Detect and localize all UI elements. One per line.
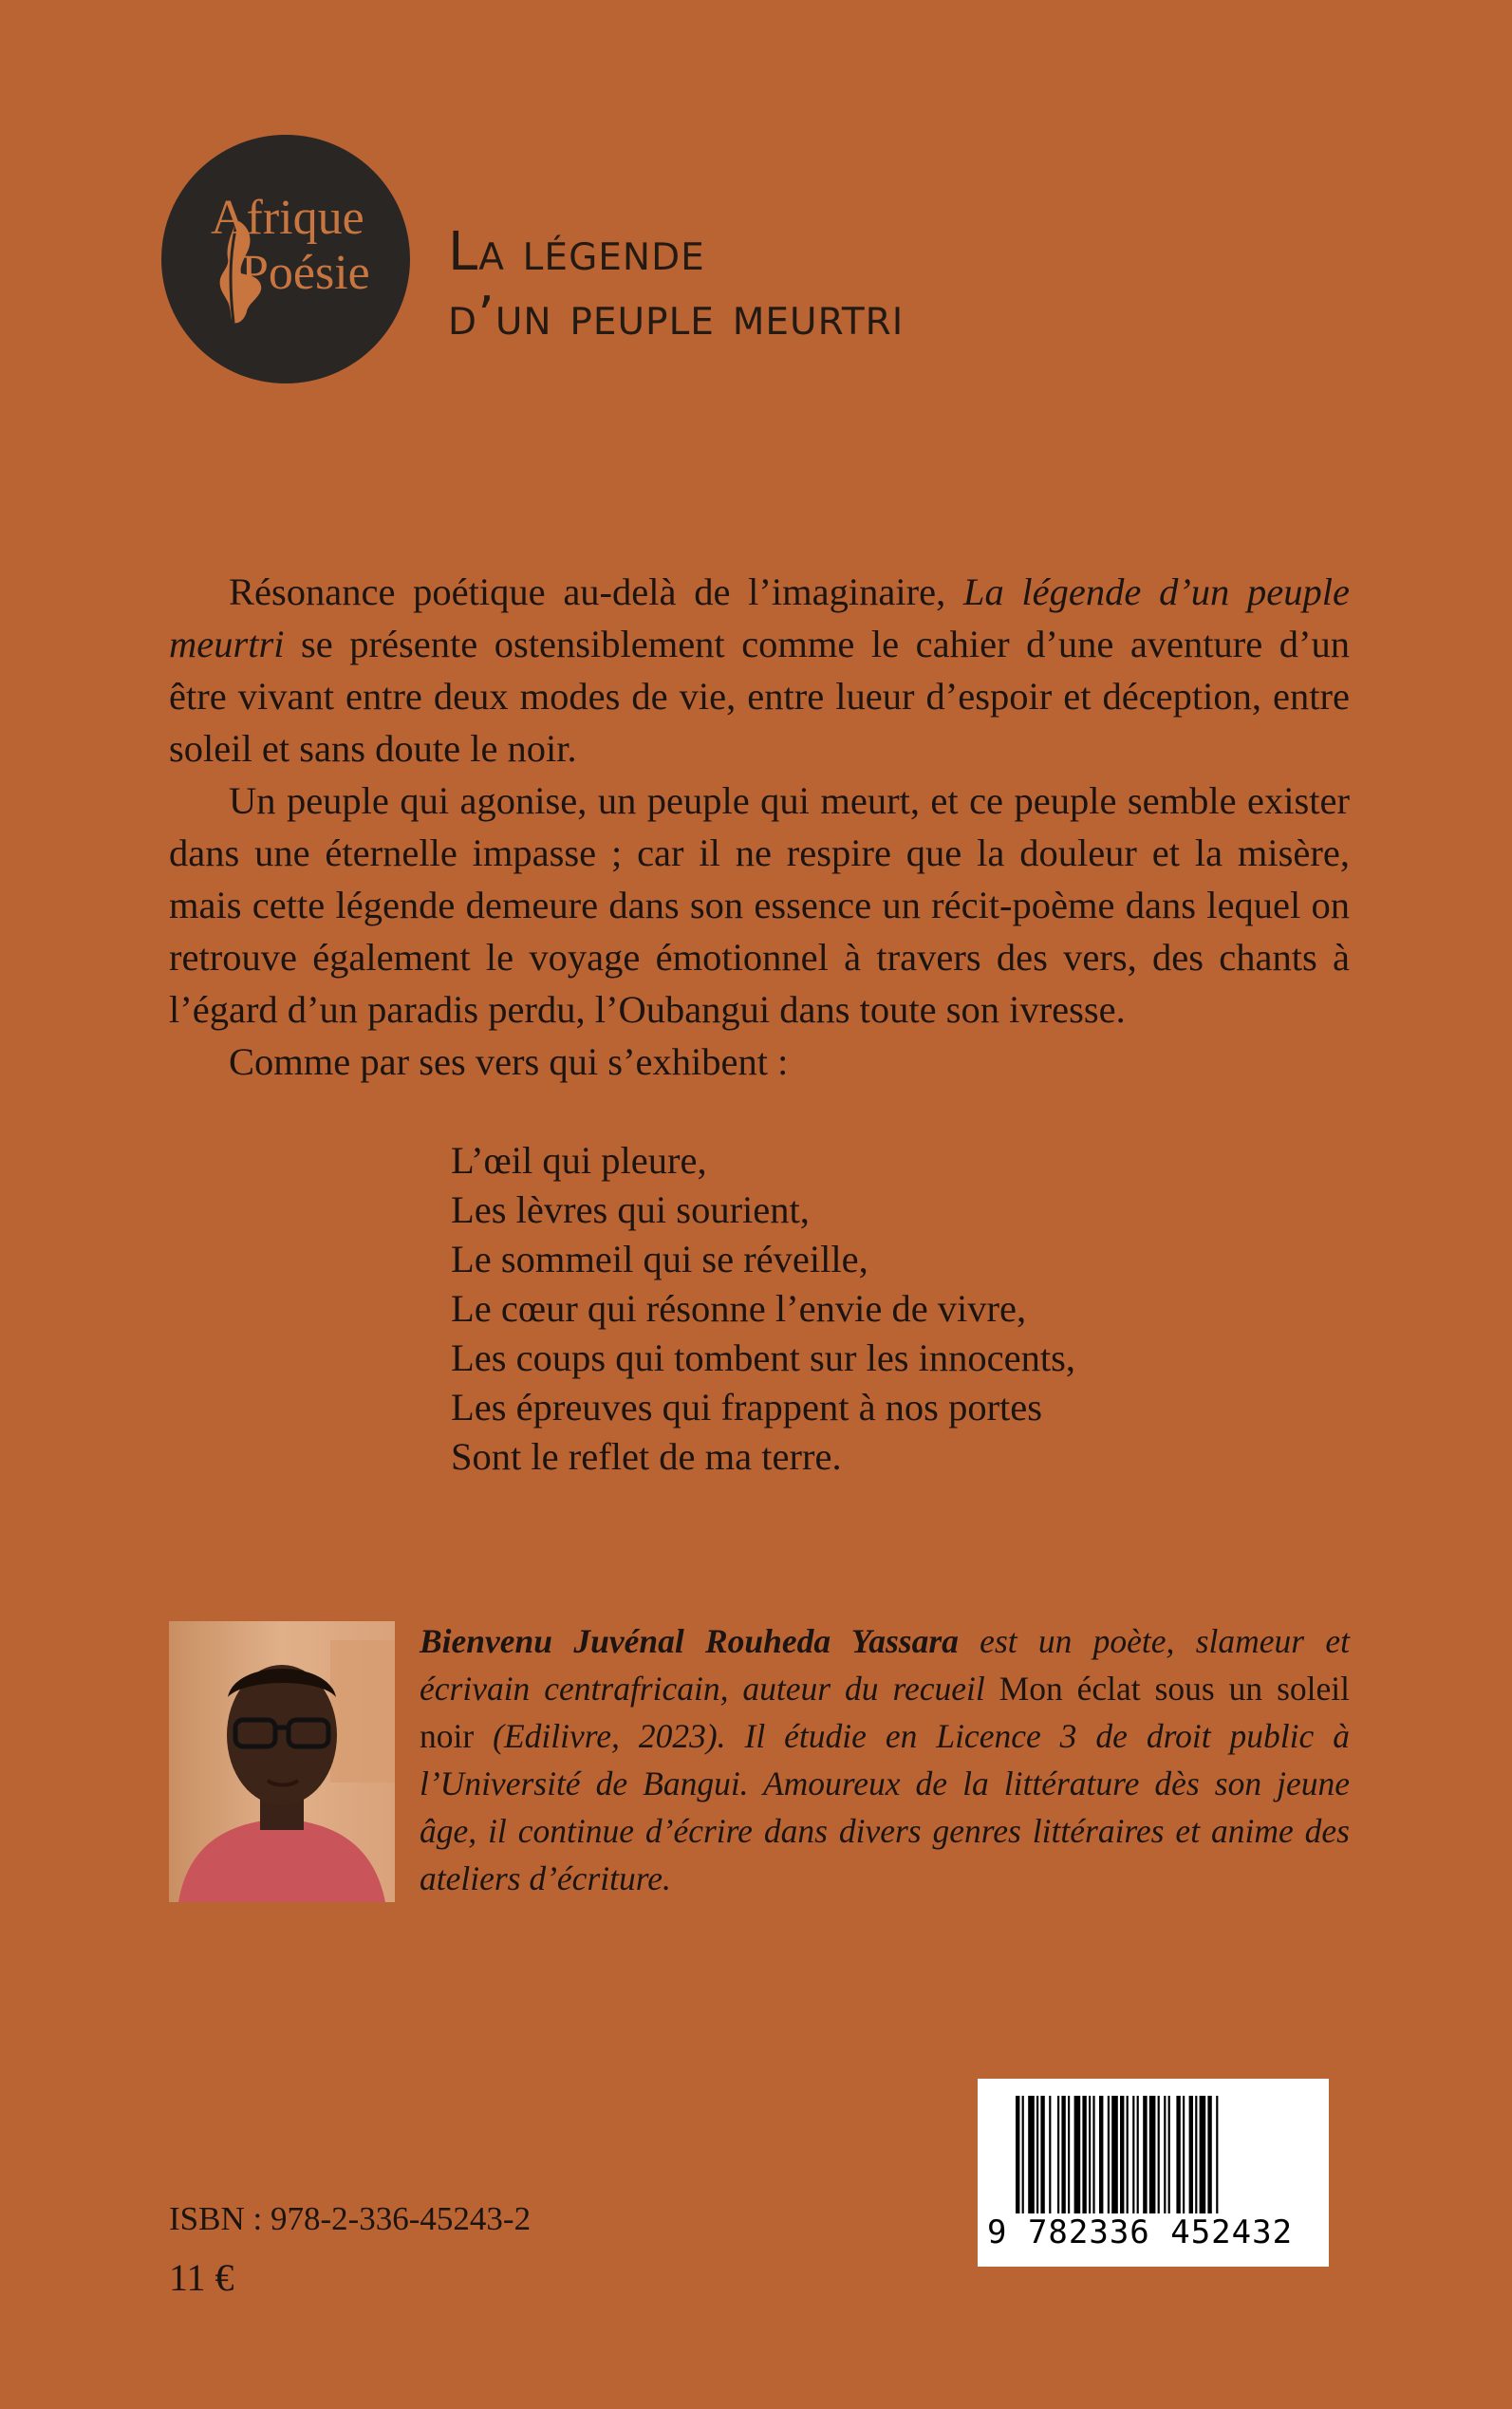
barcode-bar xyxy=(1016,2096,1019,2213)
logo-word-afrique: Afrique xyxy=(211,191,364,245)
barcode-bar xyxy=(1022,2096,1024,2213)
barcode-bar xyxy=(1120,2096,1124,2213)
barcode-bar xyxy=(1092,2096,1094,2213)
barcode-bar xyxy=(1127,2096,1129,2213)
barcode-bar xyxy=(1200,2096,1206,2213)
title-line-1 xyxy=(448,220,904,285)
barcode-bar xyxy=(1183,2096,1185,2213)
author-name: Bienvenu Juvénal Rouheda Yassara xyxy=(420,1622,959,1660)
poem-excerpt xyxy=(451,1136,1075,1482)
logo-word-poesie: Poésie xyxy=(241,246,370,300)
barcode-bar xyxy=(1176,2096,1180,2213)
barcode-bar xyxy=(1082,2096,1086,2213)
isbn: ISBN : 978-2-336-45243-2 xyxy=(169,2200,532,2237)
poem-line: Le cœur qui résonne l’envie de vivre, xyxy=(451,1287,1027,1330)
barcode-bar xyxy=(1108,2096,1110,2213)
bio-text-2: (Edilivre, 2023). Il étudie en Licence 3 de droit public à l’Université de Bangui. Amoureux de la littérature dès son jeune âge, il continue d’écrire dans divers genres littéraires et anime des ateliers d’écriture. xyxy=(420,1717,1350,1897)
barcode-bar xyxy=(1057,2096,1059,2213)
poem-line: Les épreuves qui frappent à nos portes xyxy=(451,1386,1043,1429)
barcode-bar xyxy=(1164,2096,1166,2213)
author-bio xyxy=(420,1617,1350,1902)
barcode-bar xyxy=(1049,2096,1051,2213)
barcode-bar xyxy=(1168,2096,1170,2213)
barcode-bar xyxy=(1061,2096,1065,2213)
author-portrait-image xyxy=(169,1621,395,1902)
barcode-bar xyxy=(1074,2096,1081,2213)
book-blurb xyxy=(169,566,1350,1088)
barcode-bar xyxy=(1099,2096,1103,2213)
barcode-bar xyxy=(1143,2096,1147,2213)
barcode xyxy=(978,2079,1329,2267)
blurb-paragraph-1 xyxy=(169,566,1350,775)
barcode-bar xyxy=(1132,2096,1134,2213)
title-line-1-start: La l xyxy=(448,221,545,283)
poem-line: Sont le reflet de ma terre. xyxy=(451,1435,842,1478)
blurb-paragraph-2: Un peuple qui agonise, un peuple qui meurt, et ce peuple semble exister dans une éternelle impasse ; car il ne respire que la douleur et la misère, mais cette légende demeure dans son essence un récit-poème dans lequel on retrouve également le voyage émotionnel à travers des vers, des chants à l’égard d’un paradis perdu, l’Oubangui dans toute son ivresse. xyxy=(169,779,1350,1031)
price: 11 € xyxy=(169,2256,234,2299)
blurb-p1-after: se présente ostensiblement comme le cahier d’une aventure d’un être vivant entre deux modes de vie, entre lueur d’espoir et déception, entre soleil et sans doute le noir. xyxy=(169,623,1350,770)
barcode-bar xyxy=(1028,2096,1035,2213)
barcode-bar xyxy=(1111,2096,1118,2213)
title-line-1-end: égende xyxy=(544,221,705,283)
blurb-p1-before: Résonance poétique au-delà de l’imaginaire, xyxy=(229,570,963,613)
barcode-bar xyxy=(1216,2096,1218,2213)
poem-line: L’œil qui pleure, xyxy=(451,1139,707,1182)
poem-line: Le sommeil qui se réveille, xyxy=(451,1238,868,1280)
bio-book-title: Mon éclat sous un soleil noir xyxy=(420,1670,1351,1755)
bio-text-1: est un poète, slameur et écrivain centrafricain, auteur du recueil xyxy=(420,1622,1350,1708)
barcode-bars xyxy=(1016,2096,1291,2213)
barcode-digits: 9 782336 452432 xyxy=(987,2213,1294,2251)
barcode-bar xyxy=(1195,2096,1197,2213)
poem-line: Les coups qui tombent sur les innocents, xyxy=(451,1336,1076,1379)
barcode-bar xyxy=(1207,2096,1211,2213)
barcode-bar xyxy=(1149,2096,1156,2213)
title-line-2: d’un peuple meurtri xyxy=(448,286,905,347)
barcode-bar xyxy=(1137,2096,1139,2213)
barcode-bar xyxy=(1189,2096,1193,2213)
barcode-bar xyxy=(1040,2096,1044,2213)
barcode-bar xyxy=(1036,2096,1038,2213)
book-title xyxy=(448,220,904,349)
barcode-bar xyxy=(1158,2096,1160,2213)
author-photo xyxy=(169,1621,395,1902)
poem-line: Les lèvres qui sourient, xyxy=(451,1188,810,1231)
publisher-logo xyxy=(161,135,410,383)
blurb-paragraph-3: Comme par ses vers qui s’exhibent : xyxy=(229,1040,789,1083)
barcode-bar xyxy=(1068,2096,1070,2213)
blurb-p1-title: La légende d’un peuple meurtri xyxy=(169,570,1350,665)
barcode-bar xyxy=(1089,2096,1091,2213)
